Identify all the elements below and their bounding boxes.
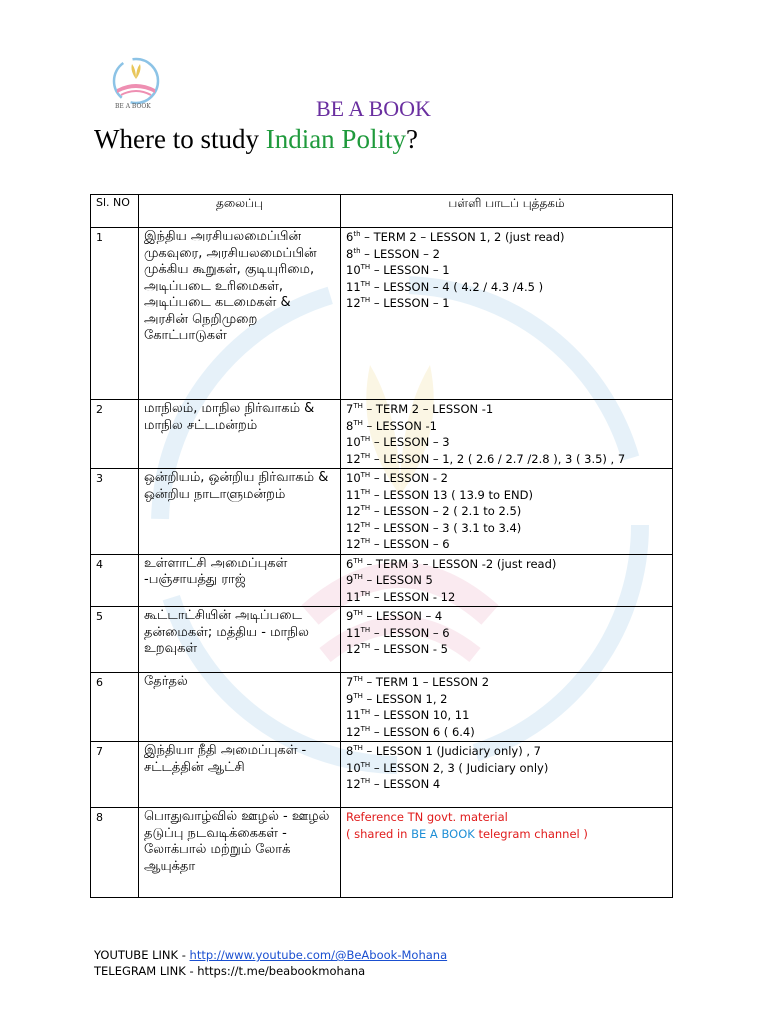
lesson-grade-suffix: TH (360, 589, 371, 598)
lesson-grade-suffix: th (353, 230, 361, 238)
lesson-text: – LESSON 2, 3 ( Judiciary only) (370, 760, 549, 775)
lesson-line (346, 418, 667, 435)
row-lessons (341, 554, 673, 607)
lesson-text: – LESSON – 4 ( 4.2 / 4.3 /4.5 ) (370, 279, 544, 294)
lesson-line (346, 608, 667, 625)
col-header-topic: தலைப்பு (139, 195, 341, 228)
lesson-line (346, 589, 667, 606)
lesson-grade-suffix: TH (353, 744, 363, 752)
lesson-line (346, 487, 667, 504)
lesson-line (346, 451, 667, 468)
footer-youtube (94, 948, 447, 962)
lesson-line (346, 707, 667, 724)
lesson-grade-suffix: TH (353, 675, 363, 683)
lesson-text: – LESSON - 2 (370, 471, 448, 485)
row-number: 3 (91, 469, 139, 555)
lesson-text: – TERM 1 – LESSON 2 (362, 675, 490, 689)
lesson-text: – LESSON – 3 (370, 435, 450, 449)
lesson-line (346, 556, 667, 573)
lesson-text: – LESSON – 6 (370, 537, 450, 551)
table-row (91, 400, 673, 469)
lesson-line (346, 674, 667, 691)
lesson-line (346, 401, 667, 418)
table-row (91, 469, 673, 555)
lesson-grade: 12 (346, 504, 361, 518)
row-topic: உள்ளாட்சி அமைப்புகள் -பஞ்சாயத்து ராஜ் (139, 554, 341, 607)
youtube-link[interactable]: http://www.youtube.com/@BeAbook-Mohana (189, 948, 448, 962)
syllabus-table (90, 194, 673, 898)
lesson-grade: 10 (346, 263, 361, 277)
lesson-text: – LESSON 6 ( 6.4) (370, 724, 475, 739)
lesson-grade: 10 (346, 760, 361, 775)
lesson-grade-suffix: th (353, 246, 361, 255)
lesson-line (346, 743, 667, 760)
table-row (91, 607, 673, 673)
note-prefix: ( shared in (346, 826, 412, 841)
lesson-grade: 11 (346, 708, 361, 722)
row-topic: இந்தியா நீதி அமைப்புகள் - சட்டத்தின் ஆட்சி (139, 742, 341, 808)
lesson-grade: 11 (346, 625, 361, 640)
lesson-text: – LESSON – 1, 2 ( 2.6 / 2.7 /2.8 ), 3 ( 3.5) , 7 (370, 451, 626, 466)
lesson-grade: 11 (346, 487, 361, 502)
lesson-grade: 12 (346, 724, 361, 739)
lesson-grade: 9 (346, 573, 354, 587)
row-topic: கூட்டாட்சியின் அடிப்படை தன்மைகள்; மத்திய - மாநில உறவுகள் (139, 607, 341, 673)
lesson-grade: 10 (346, 471, 361, 485)
table-header-row (91, 195, 673, 228)
table-body (91, 228, 673, 898)
lesson-grade: 12 (346, 777, 361, 791)
lesson-grade: 12 (346, 451, 361, 466)
lesson-line (346, 691, 667, 708)
title-highlight: Indian Polity (265, 124, 406, 154)
lesson-grade-suffix: TH (360, 487, 371, 496)
row-lessons (341, 742, 673, 808)
lesson-text: – TERM 2 – LESSON -1 (362, 402, 494, 416)
lesson-text: – LESSON 10, 11 (370, 708, 470, 722)
page-title (94, 124, 418, 155)
logo-caption: BE A BOOK (115, 103, 151, 110)
lesson-grade-suffix: TH (360, 708, 371, 716)
lesson-grade: 9 (346, 691, 354, 706)
lesson-grade-suffix: TH (360, 724, 371, 733)
row-lessons (341, 400, 673, 469)
lesson-line (346, 262, 667, 279)
row-topic: இந்திய அரசியலமைப்பின் முகவுரை, அரசியலமைப்பின் முக்கிய கூறுகள், குடியுரிமை, அடிப்படை உரிமைகள், அடிப்படை கடமைகள் & அரசின் நெறிமுறை கோட்பாடுகள் (139, 228, 341, 400)
lesson-grade: 11 (346, 589, 361, 604)
lesson-grade: 8 (346, 246, 354, 261)
lesson-grade: 9 (346, 609, 354, 623)
row-number: 5 (91, 607, 139, 673)
lesson-line (346, 760, 667, 777)
table-row (91, 228, 673, 400)
lesson-line (346, 520, 667, 537)
col-header-sl: Sl. NO (91, 195, 139, 228)
row-topic: தேர்தல் (139, 673, 341, 742)
lesson-text: – LESSON – 1 (370, 263, 450, 277)
lesson-grade-suffix: TH (353, 402, 363, 410)
lesson-text: – LESSON - 5 (370, 642, 448, 656)
lesson-line (346, 295, 667, 312)
lesson-text: – LESSON 1, 2 (362, 691, 448, 706)
lesson-grade: 8 (346, 418, 354, 433)
lesson-line (346, 572, 667, 589)
lesson-text: – LESSON – 1 (370, 296, 450, 310)
lesson-text: – LESSON -1 (362, 418, 437, 433)
row-lessons (341, 808, 673, 898)
lesson-grade-suffix: TH (353, 418, 363, 427)
lesson-line (346, 434, 667, 451)
lesson-grade: 6 (346, 556, 354, 571)
lesson-grade-suffix: TH (360, 296, 371, 304)
footer-telegram (94, 964, 365, 978)
table-row (91, 742, 673, 808)
row-topic: பொதுவாழ்வில் ஊழல் - ஊழல் தடுப்பு நடவடிக்கைகள் - லோக்பால் மற்றும் லோக் ஆயுக்தா (139, 808, 341, 898)
lesson-grade: 12 (346, 537, 361, 551)
lesson-grade-suffix: TH (360, 451, 371, 460)
lesson-grade: 7 (346, 402, 354, 416)
lesson-grade-suffix: TH (360, 279, 371, 288)
lesson-text: – LESSON – 2 ( 2.1 to 2.5) (370, 504, 522, 518)
lesson-grade: 8 (346, 744, 354, 758)
lesson-grade-suffix: TH (360, 537, 371, 545)
row-topic: மாநிலம், மாநில நிர்வாகம் & மாநில சட்டமன்றம் (139, 400, 341, 469)
lesson-line (346, 724, 667, 741)
row-lessons (341, 673, 673, 742)
lesson-line (346, 776, 667, 793)
table-row (91, 808, 673, 898)
title-suffix: ? (405, 124, 418, 154)
lesson-grade: 11 (346, 279, 361, 294)
lesson-grade-suffix: TH (360, 625, 371, 634)
brand-title: BE A BOOK (316, 96, 431, 121)
telegram-link[interactable]: https://t.me/beabookmohana (197, 964, 366, 978)
title-prefix: Where to study (94, 124, 266, 154)
lesson-grade-suffix: TH (360, 777, 371, 785)
lesson-line (346, 470, 667, 487)
lesson-text: – LESSON 1 (Judiciary only) , 7 (362, 744, 542, 758)
lesson-grade: 12 (346, 642, 361, 656)
lesson-line (346, 536, 667, 553)
reference-note: Reference TN govt. material (346, 810, 508, 824)
row-number: 6 (91, 673, 139, 742)
row-topic: ஒன்றியம், ஒன்றிய நிர்வாகம் & ஒன்றிய நாடாளுமன்றம் (139, 469, 341, 555)
lesson-text: – LESSON 13 ( 13.9 to END) (370, 487, 533, 502)
lesson-grade-suffix: TH (360, 435, 371, 443)
lesson-text: – TERM 3 – LESSON -2 (just read) (362, 556, 557, 571)
lesson-text: – LESSON 5 (362, 573, 433, 587)
lesson-grade: 7 (346, 675, 354, 689)
lesson-text: – TERM 2 – LESSON 1, 2 (just read) (360, 230, 565, 244)
row-lessons (341, 228, 673, 400)
lesson-grade-suffix: TH (360, 471, 371, 479)
lesson-line (346, 279, 667, 296)
telegram-label: TELEGRAM LINK - (94, 964, 198, 978)
lesson-grade-suffix: TH (353, 573, 363, 581)
lesson-grade: 12 (346, 520, 361, 535)
row-number: 4 (91, 554, 139, 607)
lesson-text: – LESSON – 3 ( 3.1 to 3.4) (370, 520, 522, 535)
reference-note-channel (346, 826, 667, 843)
note-channel-name: BE A BOOK (411, 826, 475, 841)
youtube-label: YOUTUBE LINK - (94, 948, 190, 962)
lesson-text: – LESSON – 6 (370, 625, 450, 640)
lesson-grade-suffix: TH (360, 263, 371, 271)
row-number: 8 (91, 808, 139, 898)
lesson-grade-suffix: TH (353, 556, 363, 565)
lesson-line (346, 625, 667, 642)
lesson-line (346, 229, 667, 246)
lesson-line (346, 246, 667, 263)
row-lessons (341, 469, 673, 555)
table-row (91, 554, 673, 607)
lesson-grade: 10 (346, 435, 361, 449)
lesson-grade-suffix: TH (360, 760, 371, 769)
row-number: 7 (91, 742, 139, 808)
note-suffix: telegram channel ) (474, 826, 588, 841)
row-number: 1 (91, 228, 139, 400)
lesson-grade-suffix: TH (353, 691, 363, 700)
lesson-grade-suffix: TH (360, 520, 371, 529)
lesson-grade-suffix: TH (360, 504, 371, 512)
lesson-grade-suffix: TH (353, 609, 363, 617)
table-row (91, 673, 673, 742)
lesson-line (346, 503, 667, 520)
col-header-textbook: பள்ளி பாடப் புத்தகம் (341, 195, 673, 228)
row-lessons (341, 607, 673, 673)
lesson-text: – LESSON 4 (370, 777, 441, 791)
lesson-grade-suffix: TH (360, 642, 371, 650)
lesson-grade: 6 (346, 230, 354, 244)
row-number: 2 (91, 400, 139, 469)
lesson-text: – LESSON – 2 (360, 246, 440, 261)
lesson-text: – LESSON - 12 (370, 589, 456, 604)
lesson-line (346, 641, 667, 658)
lesson-grade: 12 (346, 296, 361, 310)
lesson-text: – LESSON – 4 (362, 609, 443, 623)
